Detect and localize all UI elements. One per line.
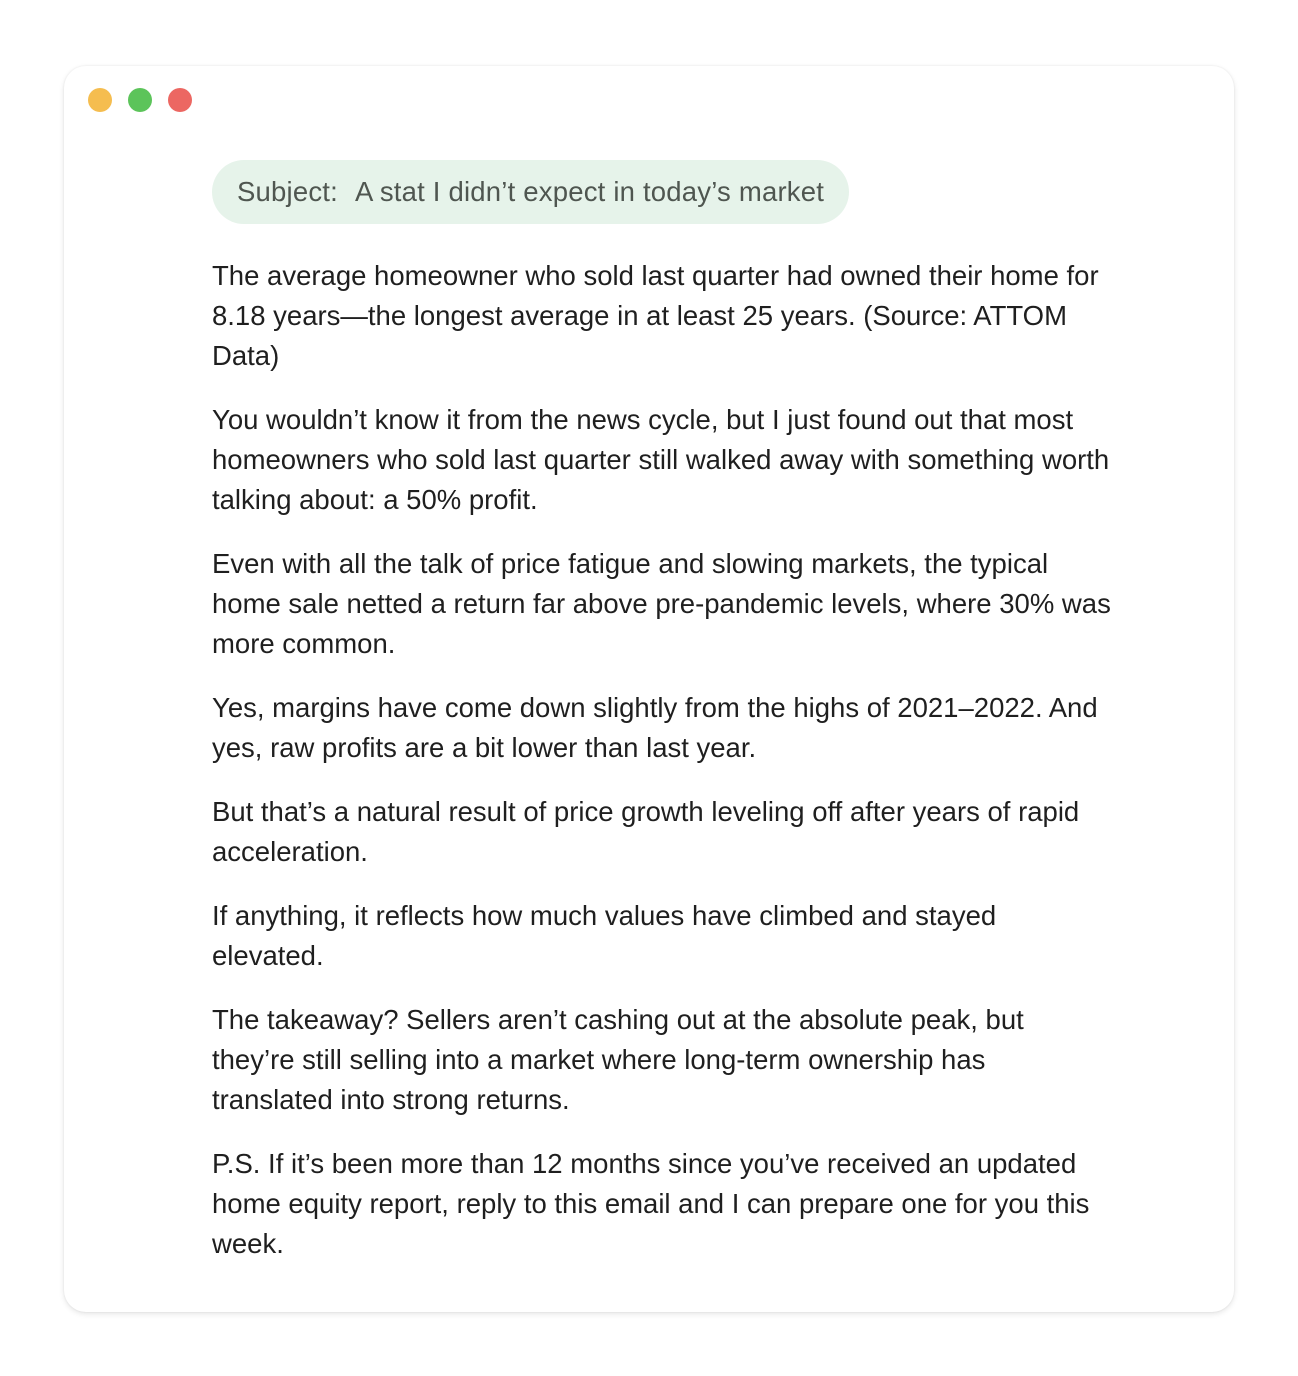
email-body	[212, 256, 1112, 1288]
body-paragraph: Yes, margins have come down slightly from the highs of 2021–2022. And yes, raw profits are a bit lower than last year.	[212, 692, 1098, 763]
body-paragraph: You wouldn’t know it from the news cycle, but I just found out that most homeowners who sold last quarter still walked away with something worth talking about: a 50% profit.	[212, 404, 1110, 515]
maximize-dot-icon[interactable]	[128, 88, 152, 112]
body-paragraph: But that’s a natural result of price growth leveling off after years of rapid acceleration.	[212, 796, 1080, 867]
body-paragraph: The takeaway? Sellers aren’t cashing out at the absolute peak, but they’re still selling into a market where long-term ownership has translated into strong returns.	[212, 1004, 1024, 1115]
subject-text: A stat I didn’t expect in today’s market	[354, 176, 825, 207]
body-paragraph: P.S. If it’s been more than 12 months since you’ve received an updated home equity report, reply to this email and I can prepare one for you this week.	[212, 1148, 1090, 1259]
body-paragraph: If anything, it reflects how much values have climbed and stayed elevated.	[212, 900, 997, 971]
window-controls	[88, 88, 192, 112]
body-paragraph: The average homeowner who sold last quarter had owned their home for 8.18 years—the longest average in at least 25 years. (Source: ATTOM Data)	[212, 260, 1099, 371]
body-paragraph: Even with all the talk of price fatigue and slowing markets, the typical home sale netted a return far above pre-pandemic levels, where 30% was more common.	[212, 548, 1111, 659]
close-dot-icon[interactable]	[168, 88, 192, 112]
subject-label: Subject:	[237, 176, 338, 207]
minimize-dot-icon[interactable]	[88, 88, 112, 112]
email-window	[64, 66, 1234, 1312]
subject-pill	[212, 160, 849, 224]
